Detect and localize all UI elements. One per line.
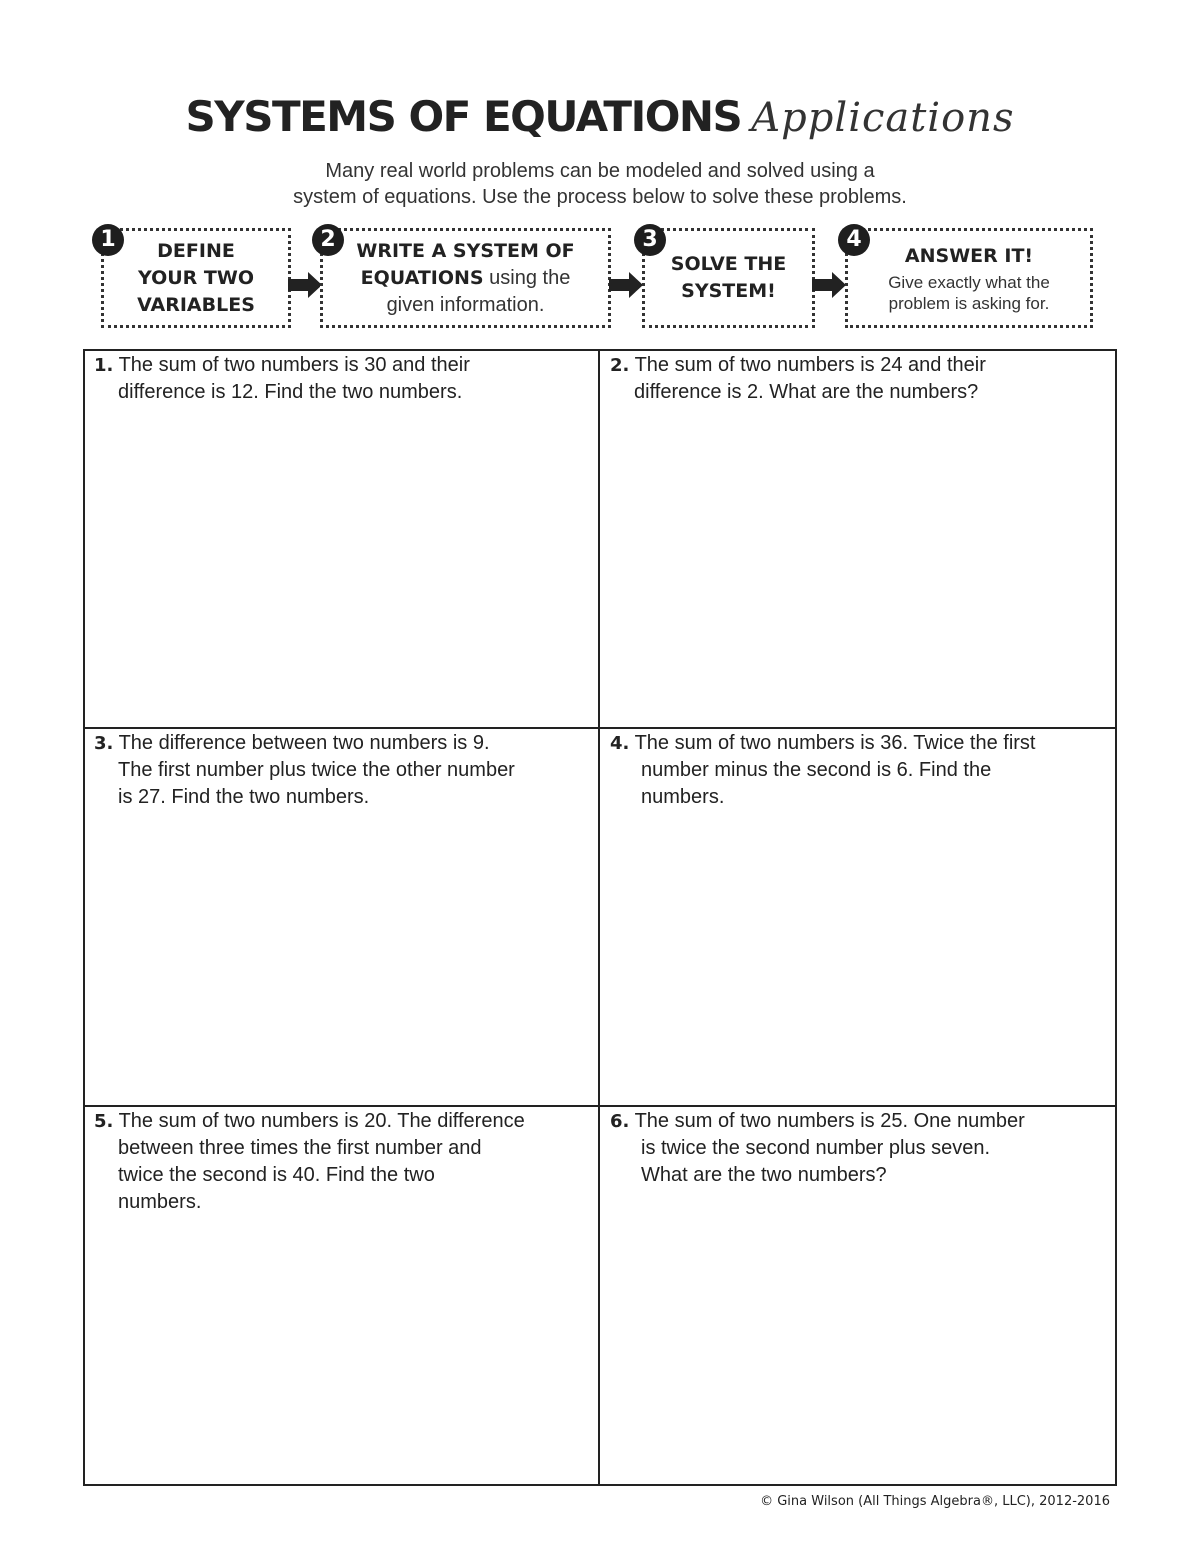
problem-4 [610, 730, 1035, 811]
title-main: SYSTEMS OF EQUATIONS [185, 92, 742, 141]
problem-4-line-2: number minus the second is 6. Find the [641, 759, 992, 781]
problem-3-number: 3. [94, 733, 114, 754]
problem-grid [83, 349, 1117, 1486]
step-4-line-1: ANSWER IT! [904, 244, 1034, 267]
intro-text [0, 158, 1200, 210]
problem-6-line-2: is twice the second number plus seven. [641, 1137, 991, 1159]
step-1-line-1: DEFINE [157, 239, 235, 262]
arrow-right-icon [812, 272, 848, 298]
step-1-line-3: VARIABLES [137, 293, 255, 316]
problem-5-line-4: numbers. [118, 1191, 202, 1213]
problem-6 [610, 1108, 1025, 1189]
step-3-line-2: SYSTEM! [681, 280, 776, 302]
problem-5-line-2: between three times the first number and [118, 1137, 482, 1159]
problem-2 [610, 352, 986, 406]
arrow-right-icon [609, 272, 645, 298]
step-4-box [845, 228, 1093, 328]
copyright-footer: © Gina Wilson (All Things Algebra®, LLC), 2012-2016 [760, 1494, 1110, 1509]
page-title [0, 92, 1200, 141]
problem-3-line-1: The difference between two numbers is 9. [118, 732, 490, 754]
problem-3-line-2: The first number plus twice the other number [118, 759, 515, 781]
step-1-box [101, 228, 291, 328]
arrow-right-icon [288, 272, 324, 298]
step-2-box [320, 228, 611, 328]
step-2-line-1: WRITE A SYSTEM OF [356, 239, 575, 262]
title-script: Applications [751, 95, 1015, 141]
problem-1-line-2: difference is 12. Find the two numbers. [118, 381, 463, 403]
problem-3-line-3: is 27. Find the two numbers. [118, 786, 370, 808]
problem-6-line-3: What are the two numbers? [641, 1164, 887, 1186]
step-3-number-badge: 3 [634, 224, 666, 256]
problem-2-line-2: difference is 2. What are the numbers? [634, 381, 979, 403]
intro-line-2: system of equations. Use the process below to solve these problems. [293, 186, 907, 208]
problem-4-line-1: The sum of two numbers is 36. Twice the first [634, 732, 1036, 754]
problem-1 [94, 352, 470, 406]
problem-2-number: 2. [610, 355, 630, 376]
step-1-line-2: YOUR TWO [138, 266, 254, 289]
step-3-box [642, 228, 815, 328]
step-2-number-badge: 2 [312, 224, 344, 256]
step-4-number-badge: 4 [838, 224, 870, 256]
problem-1-number: 1. [94, 355, 114, 376]
problem-5-number: 5. [94, 1111, 114, 1132]
step-2-line-2-regular: using the [483, 266, 571, 289]
problem-5-line-3: twice the second is 40. Find the two [118, 1164, 435, 1186]
problem-3 [94, 730, 515, 811]
step-1-number-badge: 1 [92, 224, 124, 256]
step-4-line-3: problem is asking for. [888, 293, 1050, 313]
problem-2-line-1: The sum of two numbers is 24 and their [634, 354, 986, 376]
step-2-line-2-bold: EQUATIONS [360, 266, 484, 289]
step-2-line-3: given information. [386, 293, 545, 316]
step-4-line-2: Give exactly what the [888, 272, 1050, 292]
problem-5 [94, 1108, 525, 1216]
step-3-line-1: SOLVE THE [670, 253, 787, 275]
grid-vertical-divider [598, 349, 600, 1486]
grid-horizontal-divider-1 [83, 727, 1117, 729]
problem-1-line-1: The sum of two numbers is 30 and their [118, 354, 470, 376]
step-2-line-2 [361, 265, 571, 292]
grid-horizontal-divider-2 [83, 1105, 1117, 1107]
problem-4-number: 4. [610, 733, 630, 754]
problem-4-line-3: numbers. [641, 786, 725, 808]
problem-6-number: 6. [610, 1111, 630, 1132]
intro-line-1: Many real world problems can be modeled and solved using a [325, 160, 875, 182]
problem-6-line-1: The sum of two numbers is 25. One number [634, 1110, 1025, 1132]
problem-5-line-1: The sum of two numbers is 20. The difference [118, 1110, 525, 1132]
